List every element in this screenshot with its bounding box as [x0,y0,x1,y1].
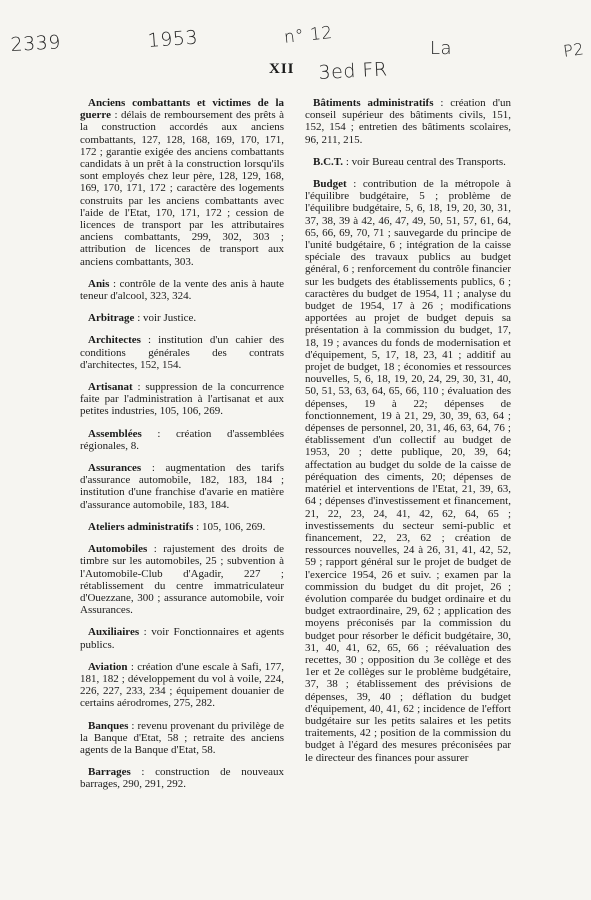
entry-heading: Anciens combattants et victimes de la guerre [80,97,284,122]
index-entry [305,97,511,146]
entry-heading: Budget [313,178,347,191]
entry-references: : augmentation des tarifs d'assurance automobile, 182, 183, 184 ; institution d'une franchise d'avarie en matière d'assurance automobile, 183, 184. [80,462,284,511]
entry-references: : institution d'un cahier des conditions générales des contrats d'architectes, 152, 154. [80,334,284,371]
entry-references: : 105, 106, 269. [193,520,266,533]
entry-references: : rajustement des droits de timbre sur les automobiles, 25 ; subvention à l'Automobile-Club d'Agadir, 227 ; rétablissement du centre immatriculateur d'Ouezzane, 300 ; assurance automobile, voir Assurances. [80,543,284,617]
entry-references: : voir Bureau central des Transports. [343,155,506,168]
entry-references: : création d'une escale à Safi, 177, 181, 182 ; développement du vol à voile, 224, 226, 227, 233, 234 ; équipement douanier de certains aérodromes, 275, 282. [80,660,284,710]
entry-references: : construction de nouveaux barrages, 290, 291, 292. [80,766,284,791]
entry-heading: B.C.T. [313,155,344,168]
entry-heading: Bâtiments administratifs [313,97,434,109]
handwritten-annotation: 3ed FR [318,58,389,84]
entry-heading: Architectes [88,334,141,347]
index-entry [80,428,284,452]
entry-references: : création d'assemblées régionales, 8. [80,427,284,452]
entry-heading: Artisanat [88,381,133,394]
index-entry [80,312,284,324]
handwritten-annotation: P2 [562,39,586,61]
entry-heading: Ateliers administratifs [88,520,194,533]
entry-heading: Anis [88,277,110,290]
index-entry [80,278,284,302]
entry-references: : création d'un conseil supérieur des bâtiments civils, 151, 152, 154 ; entretien des bâtiments scolaires, 96, 211, 215. [305,97,511,146]
index-entry [80,521,284,533]
entry-heading: Arbitrage [88,312,135,325]
handwritten-annotation: n° 12 [283,22,334,48]
index-entry [80,334,284,371]
entry-heading: Assemblées [88,427,142,440]
entry-references: : suppression de la concurrence faite par l'administration à l'artisanat et aux petites industries, 105, 106, 269. [80,381,284,418]
index-entry [80,543,284,616]
index-column-left [80,97,284,801]
handwritten-annotation: La [430,38,453,59]
index-entry [305,178,511,764]
handwritten-annotation: 1953 [147,26,199,52]
index-entry [80,97,284,268]
index-entry [80,720,284,757]
entry-references: : voir Fonctionnaires et agents publics. [80,626,284,651]
index-entry [80,766,284,790]
entry-heading: Assurances [88,462,142,475]
index-entry [80,626,284,650]
entry-heading: Banques [88,719,129,732]
index-entry [80,381,284,418]
page-number: XII [269,61,295,77]
entry-heading: Automobiles [88,543,148,556]
handwritten-annotation: 2339 [10,31,62,56]
entry-references: : délais de remboursement des prêts à la construction accordés aux anciens combattants, 127, 128, 168, 169, 170, 171, 172 ; garantie exigée des anciens combattants candidats à un prêt à la construction lorsqu'ils sont employés chez leur père, 128, 129, 168, 169, 170, 171, 172 ; caractère des logements construits par les anciens combattants avec l'aide de l'Etat, 170, 171, 172 ; cession de licences de transport par les attributaires anciens combattants, 299, 302, 303 ; attribution de licences de transport aux anciens combattants, 303. [80,109,284,268]
entry-references: : contrôle de la vente des anis à haute teneur d'alcool, 323, 324. [80,277,284,303]
entry-heading: Auxiliaires [88,626,140,639]
entry-heading: Barrages [88,766,131,779]
index-entry [80,661,284,710]
index-entry [305,156,511,168]
index-entry [80,462,284,511]
entry-references: : revenu provenant du privilège de la Banque d'Etat, 58 ; retraite des anciens agents de la Banque d'Etat, 58. [80,719,284,756]
entry-references: : contribution de la métropole à l'équilibre budgétaire, 5 ; problème de l'équilibre budgétaire, 5, 6, 18, 19, 20, 30, 31, 37, 38, 39 à 42, 46, 47, 49, 50, 51, 57, 61, 64, 65, 66, 69, 70, 71 ; sauvegarde du principe de l'unité budgétaire, 6 ; intégration de la caisse spéciale des travaux publics au budget général, 6 ; renforcement du contrôle financier sur les budgets des établissements publics, 6 ; caractères du budget de 1954, 11 ; analyse du budget de 1954, 17 à 26 ; modifications apportées au projet de budget depuis sa présentation à la commission du budget, 17, 18, 19 ; avances du fonds de modernisation et d'équipement, 5, 17, 18, 23, 41 ; additif au projet de budget, 18 ; économies et ressources nouvelles, 5, 6, 18, 19, 20, 24, 29, 30, 31, 40, 50, 51, 53, 63, 64, 65, 66, 110 ; évaluation des dépenses, 19 à 22; dépenses de fonctionnement, 19 à 21, 29, 30, 39, 63, 64 ; dépenses de personnel, 20, 31, 46, 63, 64, 76 ; établissement d'un collectif au budget de 1953, 20 ; dette publique, 20, 39, 64; affectation au budget du solde de la caisse de péréquation des ciments, 20; dépenses de matériel et interventions de l'Etat, 21, 39, 63, 64 ; dépenses d'investissement et financement, 21, 22, 23, 24, 41, 42, 62, 64, 65 ; investissements du secteur semi-public et financement, 22, 23, 62 ; création de ressources nouvelles, 24 à 26, 31, 41, 42, 52, 59 ; rapport général sur le projet de budget de l'exercice 1954, 26 et suiv. ; examen par la commission du budget du dit projet, 26 ; évolution comparée du budget ordinaire et du budget extraordinaire, 29, 62 ; application des moyens préconisés par la commission du budget pour résorber le déficit budgétaire, 30, 31, 40, 41, 62, 65, 66 ; réévaluation des recettes, 30 ; opposition du 3e collège et des 1er et 2e collèges sur le problème budgétaire, 37, 38 ; établissement des prévisions de dépenses, 39, 40 ; déflation du budget d'équipement, 40, 41, 62 ; incidence de l'effort budgétaire sur les petits salaires et les petits traitements, 42 ; position de la commission du budget à l'égard des mesures préconisées par le directeur des finances pour assurer [305,178,511,764]
index-column-right [305,97,511,774]
entry-heading: Aviation [88,660,128,673]
entry-references: : voir Justice. [134,312,197,325]
